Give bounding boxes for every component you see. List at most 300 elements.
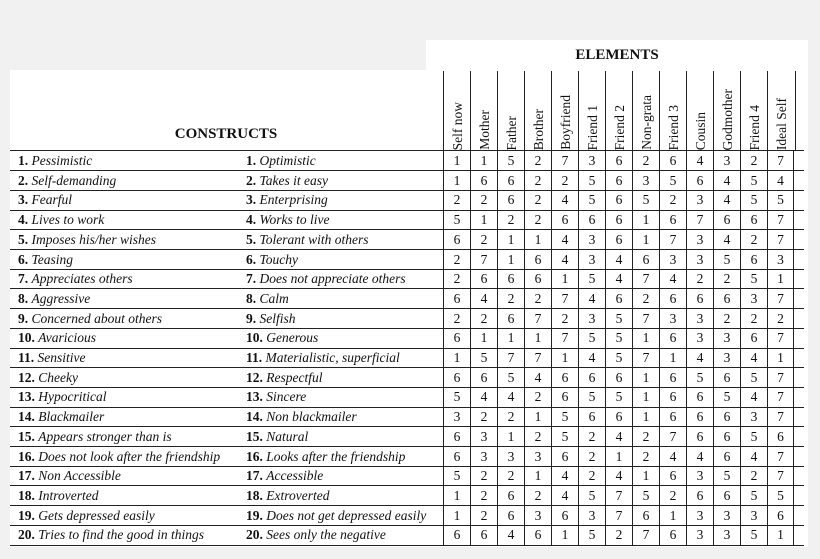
construct-left-text: Imposes his/her wishes: [31, 231, 156, 247]
rating-cell: 7: [524, 348, 551, 368]
rating-cell: 6: [551, 387, 578, 407]
rating-cell: 7: [767, 466, 794, 486]
rating-cell: 6: [605, 407, 632, 427]
rating-cell: 4: [551, 250, 578, 270]
rating-cell: 1: [524, 230, 551, 250]
rating-cell: 7: [632, 309, 659, 329]
rating-cell: 1: [632, 466, 659, 486]
construct-right-text: Selfish: [259, 310, 296, 326]
rating-cell: 5: [551, 427, 578, 447]
rating-cell: 4: [686, 348, 713, 368]
construct-left-number: 10.: [18, 330, 35, 346]
rating-cell: 6: [443, 328, 470, 348]
rating-cell: 2: [605, 525, 632, 545]
rating-cell: 7: [524, 309, 551, 329]
construct-left: [18, 387, 106, 407]
rating-cell: 4: [767, 171, 794, 191]
rating-cell: 3: [578, 230, 605, 250]
rating-cell: 1: [551, 269, 578, 289]
element-header: [524, 71, 552, 150]
construct-right-text: Tolerant with others: [259, 231, 369, 247]
rating-cell: 5: [578, 171, 605, 191]
table-row: [10, 407, 804, 427]
rating-cell: 4: [551, 190, 578, 210]
row-rule: [10, 545, 804, 546]
construct-right-number: 6.: [246, 251, 257, 267]
construct-left: [18, 250, 73, 270]
construct-left-text: Blackmailer: [38, 409, 105, 425]
construct-right-number: 16.: [246, 448, 263, 464]
table-row: [10, 525, 804, 545]
table-row: [10, 368, 804, 388]
rating-cell: 1: [470, 151, 497, 171]
element-header: [443, 71, 471, 150]
rating-cell: 1: [524, 466, 551, 486]
element-label: Friend 1: [584, 104, 600, 150]
rating-cell: 7: [767, 230, 794, 250]
rating-cell: 4: [470, 289, 497, 309]
element-label: Friend 3: [665, 104, 681, 150]
rating-cell: 6: [443, 289, 470, 309]
rating-cell: 2: [497, 466, 524, 486]
rating-cell: 6: [686, 289, 713, 309]
rating-cell: 6: [578, 407, 605, 427]
rating-cell: 4: [740, 387, 767, 407]
rating-cell: 2: [740, 466, 767, 486]
rating-cell: 4: [659, 447, 686, 467]
rating-cell: 5: [767, 190, 794, 210]
rating-cell: 4: [740, 447, 767, 467]
table-row: [10, 506, 804, 526]
construct-left: [18, 269, 133, 289]
rating-cell: 5: [578, 525, 605, 545]
construct-right-number: 15.: [246, 428, 263, 444]
rating-cell: 2: [578, 447, 605, 467]
rating-cell: 7: [497, 348, 524, 368]
element-label: Cousin: [692, 111, 708, 150]
construct-left: [18, 309, 162, 329]
construct-right: [246, 407, 357, 427]
construct-right-number: 10.: [246, 330, 263, 346]
construct-right: [246, 387, 306, 407]
rating-cell: 6: [659, 407, 686, 427]
construct-right: [246, 190, 328, 210]
element-header: [578, 71, 606, 150]
construct-right-text: Extroverted: [266, 487, 330, 503]
rating-cell: 2: [713, 309, 740, 329]
table-row: [10, 348, 804, 368]
rating-cell: 3: [686, 230, 713, 250]
construct-right-text: Works to live: [259, 212, 330, 228]
rating-cell: 4: [605, 427, 632, 447]
rating-cell: 2: [524, 151, 551, 171]
rating-cell: 5: [740, 368, 767, 388]
rating-cell: 2: [659, 486, 686, 506]
rating-cell: 6: [551, 447, 578, 467]
rating-cell: 7: [551, 289, 578, 309]
construct-right: [246, 506, 426, 526]
table-row: [10, 171, 804, 191]
table-row: [10, 151, 804, 171]
rating-cell: 3: [713, 151, 740, 171]
rating-cell: 1: [497, 427, 524, 447]
rating-cell: 5: [740, 269, 767, 289]
rating-cell: 2: [470, 466, 497, 486]
construct-left-number: 2.: [18, 172, 29, 188]
table-row: [10, 447, 804, 467]
table-row: [10, 289, 804, 309]
rating-cell: 6: [632, 506, 659, 526]
construct-left-number: 12.: [18, 369, 35, 385]
rating-cell: 4: [497, 387, 524, 407]
rating-cell: 6: [713, 486, 740, 506]
rating-cell: 2: [443, 250, 470, 270]
construct-right-number: 14.: [246, 409, 263, 425]
rating-cell: 7: [551, 328, 578, 348]
rating-cell: 1: [659, 506, 686, 526]
rating-cell: 7: [767, 289, 794, 309]
rating-cell: 2: [578, 466, 605, 486]
rating-cell: 2: [497, 289, 524, 309]
table-row: [10, 466, 804, 486]
rating-cell: 1: [767, 525, 794, 545]
construct-left: [18, 506, 155, 526]
rating-cell: 6: [686, 171, 713, 191]
construct-left: [18, 289, 90, 309]
rating-cell: 5: [605, 348, 632, 368]
construct-right-text: Does not appreciate others: [259, 271, 406, 287]
construct-right: [246, 328, 318, 348]
construct-right-text: Respectful: [266, 369, 323, 385]
construct-left: [18, 447, 220, 467]
construct-left-number: 15.: [18, 428, 35, 444]
rating-cell: 4: [686, 447, 713, 467]
element-label: Self now: [449, 101, 465, 150]
rating-cell: 6: [713, 427, 740, 447]
construct-left-text: Teasing: [31, 251, 74, 267]
rating-cell: 3: [470, 427, 497, 447]
construct-left-number: 11.: [18, 350, 35, 365]
construct-right-text: Takes it easy: [259, 172, 328, 188]
rating-cell: 7: [767, 407, 794, 427]
construct-right-number: 19.: [246, 507, 263, 523]
rating-cell: 6: [470, 368, 497, 388]
rating-cell: 6: [686, 387, 713, 407]
construct-left: [18, 328, 96, 348]
construct-right-number: 20.: [246, 527, 263, 543]
construct-right: [246, 348, 400, 368]
rating-cell: 3: [740, 289, 767, 309]
rating-cell: 3: [740, 407, 767, 427]
rating-cell: 2: [740, 230, 767, 250]
rating-cell: 1: [470, 210, 497, 230]
rating-cell: 4: [605, 269, 632, 289]
rating-cell: 6: [443, 230, 470, 250]
construct-right: [246, 151, 316, 171]
construct-right-number: 1.: [246, 153, 257, 168]
rating-cell: 2: [551, 309, 578, 329]
construct-left-number: 14.: [18, 409, 35, 425]
element-label: Father: [503, 115, 519, 150]
construct-left-text: Sensitive: [37, 350, 86, 365]
rating-cell: 5: [605, 387, 632, 407]
rating-cell: 2: [470, 230, 497, 250]
rating-cell: 4: [605, 250, 632, 270]
rating-cell: 6: [740, 328, 767, 348]
rating-cell: 2: [524, 190, 551, 210]
rating-cell: 5: [740, 525, 767, 545]
construct-right-number: 13.: [246, 389, 263, 405]
construct-right-number: 4.: [246, 212, 257, 228]
rating-cell: 3: [686, 525, 713, 545]
rating-cell: 3: [686, 250, 713, 270]
element-header: [632, 71, 660, 150]
construct-left-number: 19.: [18, 507, 35, 523]
rating-cell: 7: [767, 328, 794, 348]
elements-header: ELEMENTS: [426, 40, 808, 70]
rating-cell: 5: [659, 171, 686, 191]
rating-cell: 3: [740, 506, 767, 526]
rating-cell: 1: [632, 210, 659, 230]
construct-right: [246, 269, 406, 289]
element-label: Ideal Self: [773, 97, 789, 150]
rating-cell: 5: [632, 486, 659, 506]
rating-cell: 7: [767, 368, 794, 388]
rating-cell: 5: [551, 407, 578, 427]
rating-cell: 6: [605, 289, 632, 309]
construct-left-text: Appears stronger than is: [38, 428, 172, 444]
construct-right: [246, 230, 369, 250]
rating-cell: 2: [524, 171, 551, 191]
rating-cell: 1: [632, 328, 659, 348]
construct-right-text: Calm: [259, 290, 289, 306]
rating-cell: 3: [578, 309, 605, 329]
rating-cell: 5: [578, 190, 605, 210]
construct-left-text: Avaricious: [38, 330, 96, 346]
rating-cell: 3: [713, 525, 740, 545]
rating-cell: 5: [578, 486, 605, 506]
rating-cell: 4: [713, 190, 740, 210]
rating-cell: 3: [578, 506, 605, 526]
rating-cell: 1: [767, 269, 794, 289]
rating-cell: 6: [578, 210, 605, 230]
rating-cell: 5: [470, 348, 497, 368]
construct-right-number: 9.: [246, 310, 257, 326]
construct-left-number: 16.: [18, 448, 35, 464]
rating-cell: 3: [578, 151, 605, 171]
element-header: [740, 71, 768, 150]
construct-left: [18, 368, 78, 388]
construct-right: [246, 486, 329, 506]
rating-cell: 3: [767, 250, 794, 270]
rating-cell: 1: [497, 328, 524, 348]
rating-cell: 6: [713, 447, 740, 467]
construct-left-text: Gets depressed easily: [38, 507, 155, 523]
rating-cell: 4: [551, 230, 578, 250]
rating-cell: 2: [524, 486, 551, 506]
construct-right-number: 18.: [246, 487, 263, 503]
construct-right-number: 11.: [246, 350, 263, 365]
construct-left: [18, 525, 204, 545]
rating-cell: 2: [470, 190, 497, 210]
rating-cell: 7: [686, 210, 713, 230]
rating-cell: 6: [686, 486, 713, 506]
rating-cell: 1: [443, 486, 470, 506]
element-label: Mother: [476, 110, 492, 150]
rating-cell: 5: [578, 387, 605, 407]
element-label: Non-grata: [638, 95, 654, 150]
rating-cell: 3: [713, 506, 740, 526]
rating-cell: 6: [605, 151, 632, 171]
rating-cell: 7: [767, 447, 794, 467]
construct-left-number: 4.: [18, 212, 29, 228]
rating-cell: 6: [605, 210, 632, 230]
rating-cell: 6: [605, 171, 632, 191]
construct-right-number: 2.: [246, 172, 257, 188]
rating-cell: 5: [605, 309, 632, 329]
rating-cell: 6: [443, 447, 470, 467]
rating-cell: 2: [578, 427, 605, 447]
construct-left-number: 20.: [18, 527, 35, 543]
table-row: [10, 387, 804, 407]
rating-cell: 7: [659, 230, 686, 250]
constructs-header: CONSTRUCTS: [10, 118, 442, 150]
rating-cell: 6: [497, 486, 524, 506]
rating-cell: 1: [443, 506, 470, 526]
rating-cell: 6: [605, 368, 632, 388]
rating-cell: 6: [605, 230, 632, 250]
rating-cell: 1: [497, 230, 524, 250]
rating-cell: 4: [713, 230, 740, 250]
rating-cell: 6: [659, 387, 686, 407]
construct-left-text: Concerned about others: [31, 310, 162, 326]
rating-cell: 3: [524, 447, 551, 467]
rating-cell: 6: [659, 151, 686, 171]
element-header: [551, 71, 579, 150]
construct-left-text: Appreciates others: [31, 271, 133, 287]
rating-cell: 6: [605, 190, 632, 210]
construct-right-text: Generous: [266, 330, 319, 346]
element-header: [659, 71, 687, 150]
rating-cell: 2: [443, 309, 470, 329]
rating-cell: 6: [470, 171, 497, 191]
rating-cell: 2: [740, 151, 767, 171]
construct-right-text: Touchy: [259, 251, 299, 267]
construct-left: [18, 230, 156, 250]
rating-cell: 7: [767, 151, 794, 171]
construct-right: [246, 368, 322, 388]
rating-cell: 2: [443, 190, 470, 210]
construct-right-text: Looks after the friendship: [266, 448, 406, 464]
rating-cell: 5: [740, 171, 767, 191]
rating-cell: 2: [443, 269, 470, 289]
rating-cell: 5: [632, 190, 659, 210]
element-header: [686, 71, 714, 150]
rating-cell: 4: [605, 466, 632, 486]
table-row: [10, 269, 804, 289]
rating-cell: 5: [497, 151, 524, 171]
rating-cell: 6: [686, 427, 713, 447]
construct-left-text: Lives to work: [31, 212, 105, 228]
rating-cell: 6: [659, 328, 686, 348]
rating-cell: 2: [524, 427, 551, 447]
rating-cell: 7: [632, 269, 659, 289]
rating-cell: 2: [497, 210, 524, 230]
rating-cell: 4: [740, 348, 767, 368]
rating-cell: 7: [551, 151, 578, 171]
rating-cell: 3: [578, 250, 605, 270]
rating-cell: 6: [659, 289, 686, 309]
construct-left-text: Introverted: [38, 487, 99, 503]
rating-cell: 3: [686, 466, 713, 486]
rating-cell: 1: [443, 171, 470, 191]
rating-cell: 1: [632, 368, 659, 388]
rating-cell: 6: [497, 506, 524, 526]
table-row: [10, 210, 804, 230]
rating-cell: 4: [578, 289, 605, 309]
rating-cell: 1: [524, 328, 551, 348]
rating-cell: 7: [470, 250, 497, 270]
rating-cell: 6: [632, 250, 659, 270]
rating-cell: 7: [767, 387, 794, 407]
rating-cell: 1: [632, 407, 659, 427]
rating-cell: 2: [470, 486, 497, 506]
construct-left-text: Non Accessible: [38, 468, 121, 484]
rating-cell: 5: [713, 387, 740, 407]
rating-cell: 5: [605, 328, 632, 348]
rating-cell: 4: [713, 171, 740, 191]
rating-cell: 6: [740, 250, 767, 270]
construct-left-text: Cheeky: [38, 369, 78, 385]
construct-right-text: Non blackmailer: [266, 409, 357, 425]
rating-cell: 6: [686, 407, 713, 427]
construct-right-number: 8.: [246, 290, 257, 306]
rating-cell: 6: [713, 407, 740, 427]
construct-right: [246, 250, 298, 270]
element-header: [605, 71, 633, 150]
table-row: [10, 309, 804, 329]
rating-cell: 6: [659, 210, 686, 230]
construct-left: [18, 348, 86, 368]
rating-cell: 6: [497, 309, 524, 329]
rating-cell: 1: [605, 447, 632, 467]
rating-cell: 6: [767, 506, 794, 526]
construct-left-number: 13.: [18, 389, 35, 405]
rating-cell: 2: [524, 387, 551, 407]
rating-cell: 3: [686, 328, 713, 348]
rating-cell: 6: [443, 427, 470, 447]
rating-cell: 3: [686, 506, 713, 526]
rating-cell: 3: [632, 171, 659, 191]
construct-left: [18, 407, 104, 427]
element-header: [713, 71, 741, 150]
construct-right: [246, 427, 308, 447]
rating-cell: 6: [497, 190, 524, 210]
rating-cell: 4: [497, 525, 524, 545]
construct-left-number: 1.: [18, 153, 29, 168]
rating-cell: 1: [551, 525, 578, 545]
rating-cell: 4: [659, 269, 686, 289]
rating-cell: 2: [551, 171, 578, 191]
construct-left-text: Pessimistic: [31, 153, 93, 168]
rating-cell: 6: [551, 506, 578, 526]
construct-right: [246, 171, 328, 191]
rating-cell: 6: [470, 269, 497, 289]
construct-left-text: Self-demanding: [31, 172, 117, 188]
rating-cell: 6: [470, 525, 497, 545]
rating-cell: 5: [497, 368, 524, 388]
rating-cell: 2: [632, 447, 659, 467]
